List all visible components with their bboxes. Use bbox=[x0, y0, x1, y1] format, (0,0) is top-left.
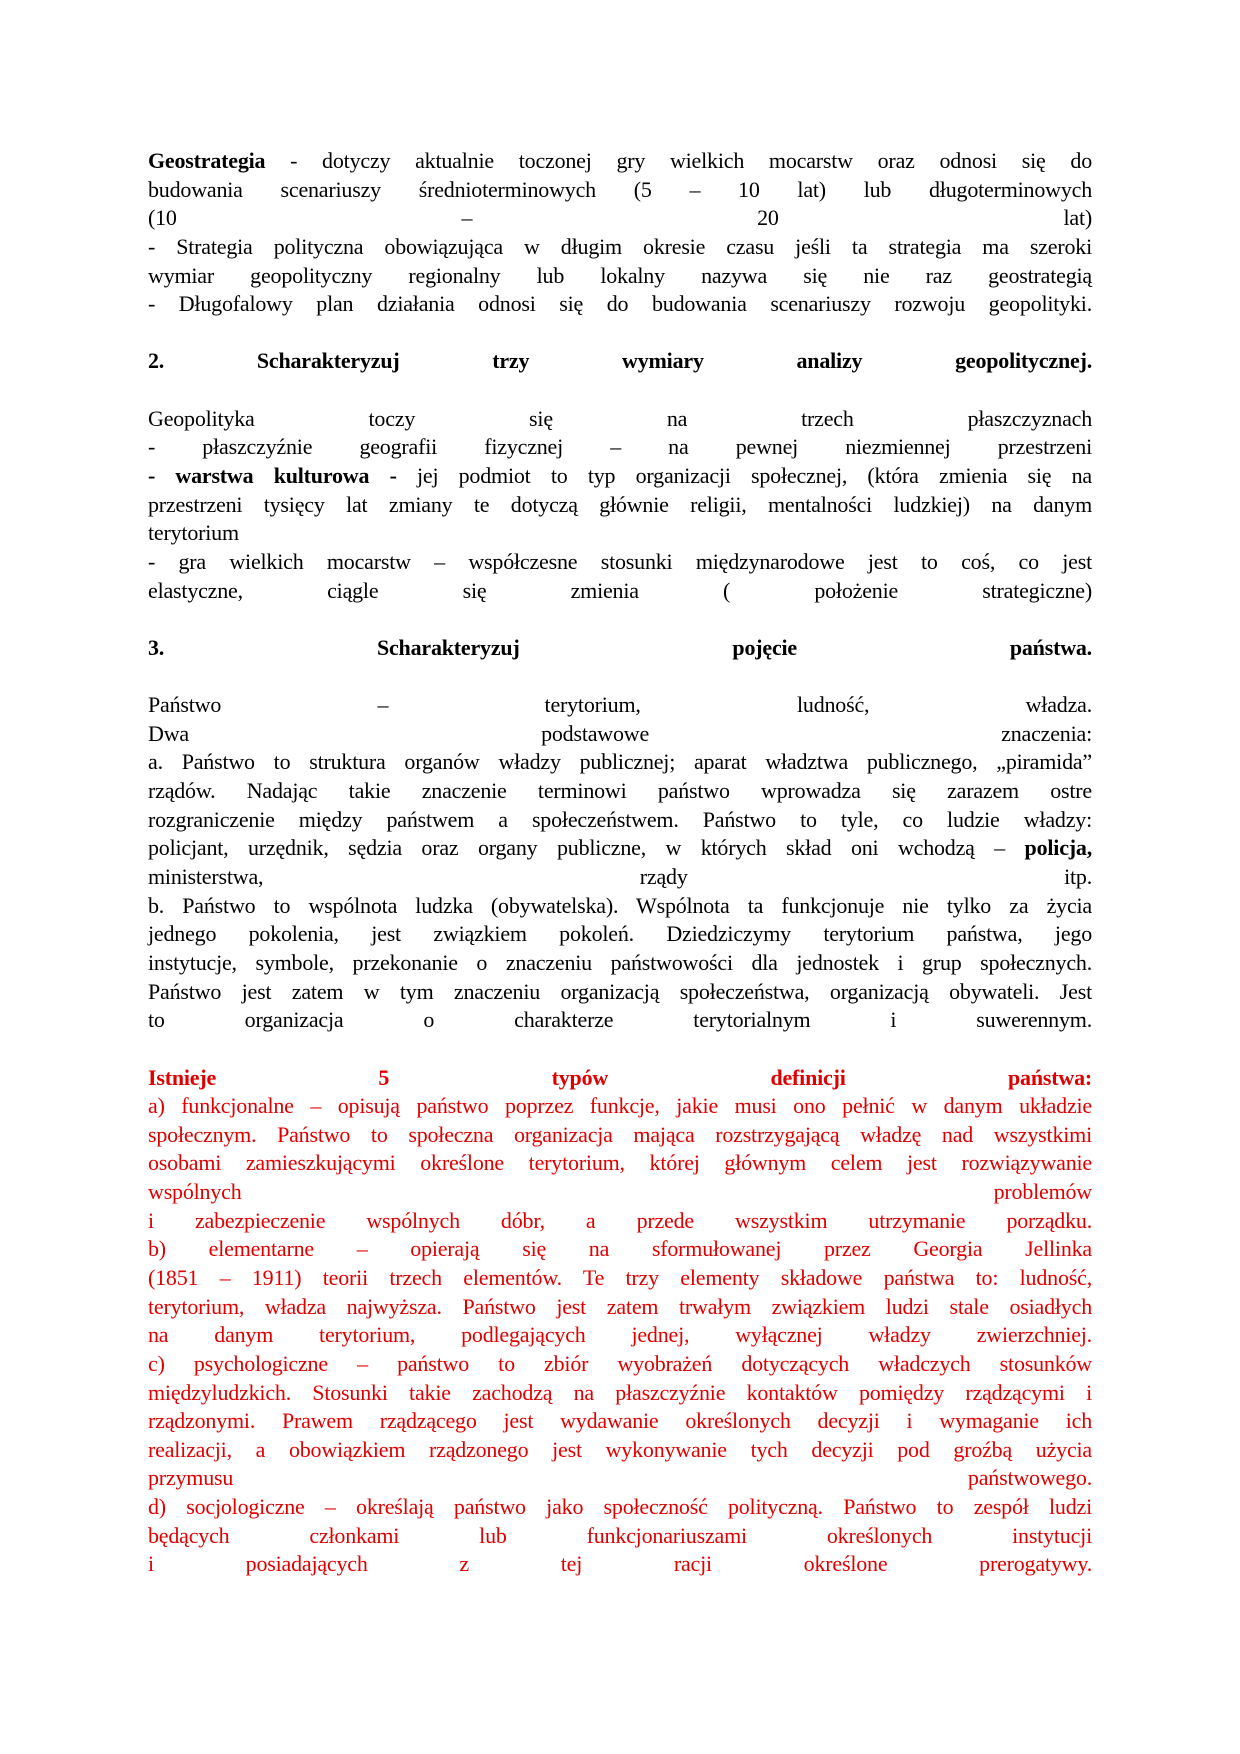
text-segment: osobami zamieszkującymi określone terytorium, której głównym celem jest rozwiązywanie bbox=[148, 1150, 1092, 1176]
blank-line bbox=[148, 605, 1092, 634]
text-segment: - Strategia polityczna obowiązująca w długim okresie czasu jeśli ta strategia ma szeroki bbox=[148, 233, 1092, 259]
text-segment: jej podmiot to typ organizacji społecznej, (która zmienia się na bbox=[396, 463, 1092, 489]
text-line bbox=[148, 1207, 1092, 1236]
text-line bbox=[148, 1293, 1092, 1322]
text-segment: a) funkcjonalne – opisują państwo poprzez funkcje, jakie musi ono pełnić w danym układzie bbox=[148, 1093, 1092, 1119]
text-line bbox=[148, 978, 1092, 1007]
text-segment: Państwo jest zatem w tym znaczeniu organizacją społeczeństwa, organizacją obywateli. Jest bbox=[148, 978, 1092, 1004]
text-segment: a. Państwo to struktura organów władzy publicznej; aparat władztwa publicznego, „piramida” bbox=[148, 749, 1092, 775]
text-line bbox=[148, 920, 1092, 949]
text-segment: jednego pokolenia, jest związkiem pokoleń. Dziedziczymy terytorium państwa, jego bbox=[148, 921, 1092, 947]
text-line bbox=[148, 519, 1092, 548]
text-line bbox=[148, 147, 1092, 176]
text-line bbox=[148, 204, 1092, 233]
text-line bbox=[148, 405, 1092, 434]
bold-text: Istnieje 5 typów definicji państwa: bbox=[148, 1064, 1092, 1090]
text-line bbox=[148, 347, 1092, 376]
text-segment: budowania scenariuszy średnioterminowych (5 – 10 lat) lub długoterminowych bbox=[148, 176, 1092, 202]
text-segment: i zabezpieczenie wspólnych dóbr, a przede wszystkim utrzymanie porządku. bbox=[148, 1207, 1092, 1233]
text-segment: rządów. Nadając takie znaczenie terminowi państwo wprowadza się zarazem ostre bbox=[148, 778, 1092, 804]
bold-text: Geostrategia bbox=[148, 148, 266, 173]
text-line bbox=[148, 1350, 1092, 1379]
text-line bbox=[148, 176, 1092, 205]
text-segment: elastyczne, ciągle się zmienia ( położenie strategiczne) bbox=[148, 577, 1092, 603]
text-line bbox=[148, 1522, 1092, 1551]
text-segment: Państwo – terytorium, ludność, władza. bbox=[148, 692, 1092, 718]
text-segment: b. Państwo to wspólnota ludzka (obywatelska). Wspólnota ta funkcjonuje nie tylko za życia bbox=[148, 892, 1092, 918]
text-line bbox=[148, 491, 1092, 520]
text-line bbox=[148, 1379, 1092, 1408]
text-line bbox=[148, 262, 1092, 291]
text-line bbox=[148, 290, 1092, 319]
text-segment: będących członkami lub funkcjonariuszami określonych instytucji bbox=[148, 1522, 1092, 1548]
text-segment: d) socjologiczne – określają państwo jako społeczność polityczną. Państwo to zespół ludzi bbox=[148, 1494, 1092, 1520]
text-segment: ministerstwa, rządy itp. bbox=[148, 864, 1092, 890]
text-segment: terytorium, władza najwyższa. Państwo jest zatem trwałym związkiem ludzi stale osiadłych bbox=[148, 1293, 1092, 1319]
text-line bbox=[148, 1321, 1092, 1350]
text-segment: przestrzeni tysięcy lat zmiany te dotyczą głównie religii, mentalności ludzkiej) na danym bbox=[148, 491, 1092, 517]
text-segment: b) elementarne – opierają się na sformułowanej przez Georgia Jellinka bbox=[148, 1236, 1092, 1262]
bold-text: - warstwa kulturowa - bbox=[148, 463, 397, 489]
text-segment: policjant, urzędnik, sędzia oraz organy publiczne, w których skład oni wchodzą – bbox=[148, 835, 1025, 861]
blank-line bbox=[148, 1035, 1092, 1064]
text-line bbox=[148, 806, 1092, 835]
bold-text: policja, bbox=[1024, 835, 1092, 861]
text-segment: instytucje, symbole, przekonanie o znaczeniu państwowości dla jednostek i grup społecznych. bbox=[148, 949, 1092, 975]
text-segment: i posiadających z tej racji określone prerogatywy. bbox=[148, 1551, 1092, 1577]
blank-line bbox=[148, 319, 1092, 348]
text-segment: przymusu państwowego. bbox=[148, 1465, 1092, 1491]
text-line bbox=[148, 433, 1092, 462]
text-segment: wspólnych problemów bbox=[148, 1179, 1092, 1205]
text-segment: (10 – 20 lat) bbox=[148, 205, 1092, 231]
bold-text: 2. Scharakteryzuj trzy wymiary analizy geopolitycznej. bbox=[148, 348, 1092, 374]
bold-text: 3. Scharakteryzuj pojęcie państwa. bbox=[148, 634, 1092, 660]
text-line bbox=[148, 1092, 1092, 1121]
text-line bbox=[148, 863, 1092, 892]
text-line bbox=[148, 1121, 1092, 1150]
text-segment: rządzonymi. Prawem rządzącego jest wydawanie określonych decyzji i wymaganie ich bbox=[148, 1408, 1092, 1434]
text-line bbox=[148, 233, 1092, 262]
text-segment: wymiar geopolityczny regionalny lub lokalny nazywa się nie raz geostrategią bbox=[148, 262, 1092, 288]
text-segment: na danym terytorium, podlegających jednej, wyłącznej władzy zwierzchniej. bbox=[148, 1322, 1092, 1348]
text-line bbox=[148, 892, 1092, 921]
text-segment: terytorium bbox=[148, 520, 239, 546]
text-line bbox=[148, 777, 1092, 806]
text-segment: międzyludzkich. Stosunki takie zachodzą na płaszczyźnie kontaktów pomiędzy rządzącymi i bbox=[148, 1379, 1092, 1405]
text-line bbox=[148, 1235, 1092, 1264]
text-segment: rozgraniczenie między państwem a społeczeństwem. Państwo to tyle, co ludzie władzy: bbox=[148, 806, 1092, 832]
text-segment: to organizacja o charakterze terytorialnym i suwerennym. bbox=[148, 1007, 1092, 1033]
blank-line bbox=[148, 376, 1092, 405]
text-line bbox=[148, 1178, 1092, 1207]
text-line bbox=[148, 1436, 1092, 1465]
text-line bbox=[148, 1264, 1092, 1293]
text-line bbox=[148, 691, 1092, 720]
text-line bbox=[148, 949, 1092, 978]
text-line bbox=[148, 1464, 1092, 1493]
text-line bbox=[148, 720, 1092, 749]
text-line bbox=[148, 462, 1092, 491]
text-line bbox=[148, 748, 1092, 777]
text-segment: (1851 – 1911) teorii trzech elementów. Te trzy elementy składowe państwa to: ludność, bbox=[148, 1264, 1092, 1290]
text-line bbox=[148, 1550, 1092, 1579]
text-line bbox=[148, 634, 1092, 663]
text-line bbox=[148, 1064, 1092, 1093]
text-line bbox=[148, 1407, 1092, 1436]
text-line bbox=[148, 1493, 1092, 1522]
text-segment: realizacji, a obowiązkiem rządzonego jest wykonywanie tych decyzji pod groźbą użycia bbox=[148, 1436, 1092, 1462]
text-segment: - Długofalowy plan działania odnosi się do budowania scenariuszy rozwoju geopolityki. bbox=[148, 291, 1092, 317]
text-line bbox=[148, 834, 1092, 863]
text-segment: - gra wielkich mocarstw – współczesne stosunki międzynarodowe jest to coś, co jest bbox=[148, 548, 1092, 574]
text-line bbox=[148, 1006, 1092, 1035]
text-segment: społecznym. Państwo to społeczna organizacja mająca rozstrzygającą władzę nad wszystkimi bbox=[148, 1121, 1092, 1147]
text-segment: - dotyczy aktualnie toczonej gry wielkich mocarstw oraz odnosi się do bbox=[265, 148, 1092, 173]
text-line bbox=[148, 1149, 1092, 1178]
text-segment: Dwa podstawowe znaczenia: bbox=[148, 720, 1092, 746]
text-segment: - płaszczyźnie geografii fizycznej – na pewnej niezmiennej przestrzeni bbox=[148, 434, 1092, 460]
text-line bbox=[148, 548, 1092, 577]
text-segment: c) psychologiczne – państwo to zbiór wyobrażeń dotyczących władczych stosunków bbox=[148, 1350, 1092, 1376]
document-page bbox=[148, 147, 1092, 1579]
blank-line bbox=[148, 663, 1092, 692]
text-line bbox=[148, 577, 1092, 606]
text-segment: Geopolityka toczy się na trzech płaszczyznach bbox=[148, 405, 1092, 431]
